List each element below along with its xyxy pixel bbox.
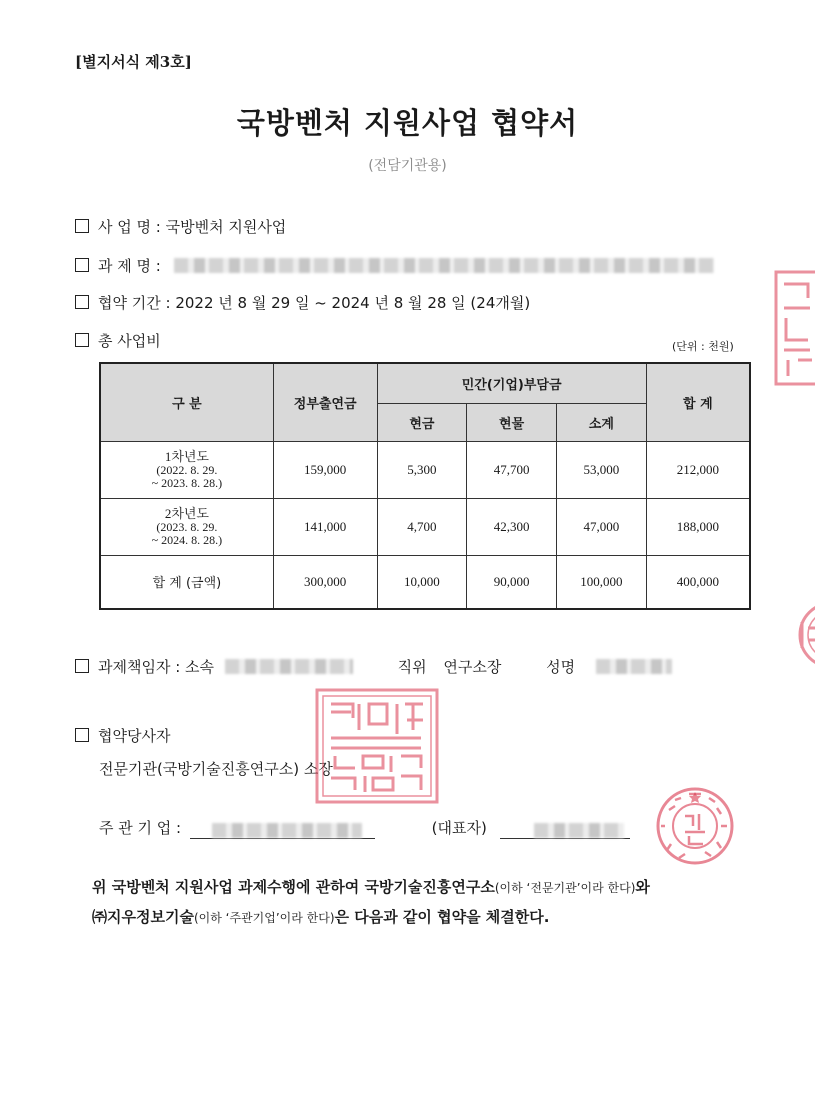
redacted-representative xyxy=(534,823,624,838)
period-label: 협약 기간 xyxy=(98,294,161,312)
header-subtotal: 소계 xyxy=(556,403,646,441)
document-subtitle: (전담기관용) xyxy=(368,158,447,174)
document-title: 국방벤처 지원사업 협약서 xyxy=(236,106,579,140)
sum-cash-cell: 10,000 xyxy=(377,555,467,609)
table-row xyxy=(100,441,750,498)
position-label: 직위 xyxy=(397,658,427,676)
rep-signature-line xyxy=(500,822,630,839)
cash-cell: 5,300 xyxy=(377,441,467,498)
company-label: 주 관 기 업 : xyxy=(99,819,182,837)
checkbox-icon xyxy=(75,258,89,272)
unit-note: (단위 : 천원) xyxy=(672,340,734,353)
total-cost-label: 총 사업비 xyxy=(98,332,161,350)
statement-note: (이하 ‘주관기업’이라 한다) xyxy=(193,911,335,925)
partial-seal-mid-right xyxy=(796,600,815,670)
table-sum-row xyxy=(100,555,750,609)
business-name-row: 사 업 명 : 국방벤처 지원사업 xyxy=(75,216,286,237)
total-cost-row xyxy=(75,330,161,351)
sum-gov-cell: 300,000 xyxy=(273,555,377,609)
total-cell: 212,000 xyxy=(646,441,750,498)
statement-part: 와 xyxy=(635,878,650,896)
header-private-funds: 민간(기업)부담금 xyxy=(377,363,646,403)
year-cell xyxy=(100,498,273,555)
institute-seal-stamp xyxy=(313,686,441,806)
redacted-company xyxy=(212,823,362,838)
checkbox-icon xyxy=(75,295,89,309)
sum-in-kind-cell: 90,000 xyxy=(467,555,557,609)
in-kind-cell: 47,700 xyxy=(467,441,557,498)
statement-part: 은 다음과 같이 협약을 체결한다. xyxy=(334,908,550,926)
gov-cell: 159,000 xyxy=(273,441,377,498)
position-value: 연구소장 xyxy=(443,658,502,676)
year-label: 1차년도 xyxy=(164,449,209,464)
sum-subtotal-cell: 100,000 xyxy=(556,555,646,609)
business-name-label: 사 업 명 xyxy=(98,218,152,236)
company-signature-line xyxy=(190,822,375,839)
agency-line: 전문기관(국방기술진흥연구소) 소장 xyxy=(99,760,333,778)
in-kind-cell: 42,300 xyxy=(467,498,557,555)
parties-label: 협약당사자 xyxy=(98,727,171,745)
star-icon xyxy=(689,792,701,803)
manager-label: 과제책임자 : 소속 xyxy=(98,658,215,676)
form-number: [별지서식 제3호] xyxy=(75,53,192,71)
name-label: 성명 xyxy=(546,658,576,676)
header-total: 합 계 xyxy=(646,363,750,441)
statement-note: (이하 ‘전문기관’이라 한다) xyxy=(494,881,636,895)
header-in-kind: 현물 xyxy=(467,403,557,441)
year-period-end: ~ 2023. 8. 28.) xyxy=(151,476,223,490)
budget-table xyxy=(99,362,751,610)
cash-cell: 4,700 xyxy=(377,498,467,555)
period-row: 협약 기간 : 2022 년 8 월 29 일 ~ 2024 년 8 월 28 일 (24개월) xyxy=(75,292,530,313)
header-category: 구 분 xyxy=(100,363,273,441)
sum-total-cell: 400,000 xyxy=(646,555,750,609)
checkbox-icon xyxy=(75,333,89,347)
task-name-label: 과 제 명 xyxy=(98,257,152,275)
subtotal-cell: 47,000 xyxy=(556,498,646,555)
task-name-row: 과 제 명 : xyxy=(75,255,714,276)
sum-label: 합 계 (금액) xyxy=(100,555,273,609)
year-period-start: (2022. 8. 29. xyxy=(156,463,218,477)
statement-line-2 xyxy=(92,906,549,927)
redacted-affiliation xyxy=(225,659,353,674)
redacted-task-name xyxy=(174,258,714,273)
year-cell xyxy=(100,441,273,498)
statement-line-1 xyxy=(92,876,650,897)
parties-row xyxy=(75,725,170,746)
gov-cell: 141,000 xyxy=(273,498,377,555)
year-period-end: ~ 2024. 8. 28.) xyxy=(151,533,223,547)
subtotal-cell: 53,000 xyxy=(556,441,646,498)
period-value: 2022 년 8 월 29 일 ~ 2024 년 8 월 28 일 (24개월) xyxy=(175,294,531,312)
total-cell: 188,000 xyxy=(646,498,750,555)
checkbox-icon xyxy=(75,728,89,742)
year-label: 2차년도 xyxy=(164,506,209,521)
partial-seal-top-right xyxy=(772,268,815,388)
company-seal-stamp xyxy=(655,786,735,866)
manager-row xyxy=(75,656,672,677)
checkbox-icon xyxy=(75,219,89,233)
business-name-value: 국방벤처 지원사업 xyxy=(165,218,287,236)
year-period-start: (2023. 8. 29. xyxy=(156,520,218,534)
header-government-funds: 정부출연금 xyxy=(273,363,377,441)
checkbox-icon xyxy=(75,659,89,673)
statement-part: 위 국방벤처 지원사업 과제수행에 관하여 국방기술진흥연구소 xyxy=(92,878,495,896)
redacted-name xyxy=(596,659,672,674)
table-row xyxy=(100,498,750,555)
statement-part: ㈜지우정보기술 xyxy=(92,908,194,926)
company-line xyxy=(99,817,630,839)
header-cash: 현금 xyxy=(377,403,467,441)
rep-label: (대표자) xyxy=(431,819,487,837)
